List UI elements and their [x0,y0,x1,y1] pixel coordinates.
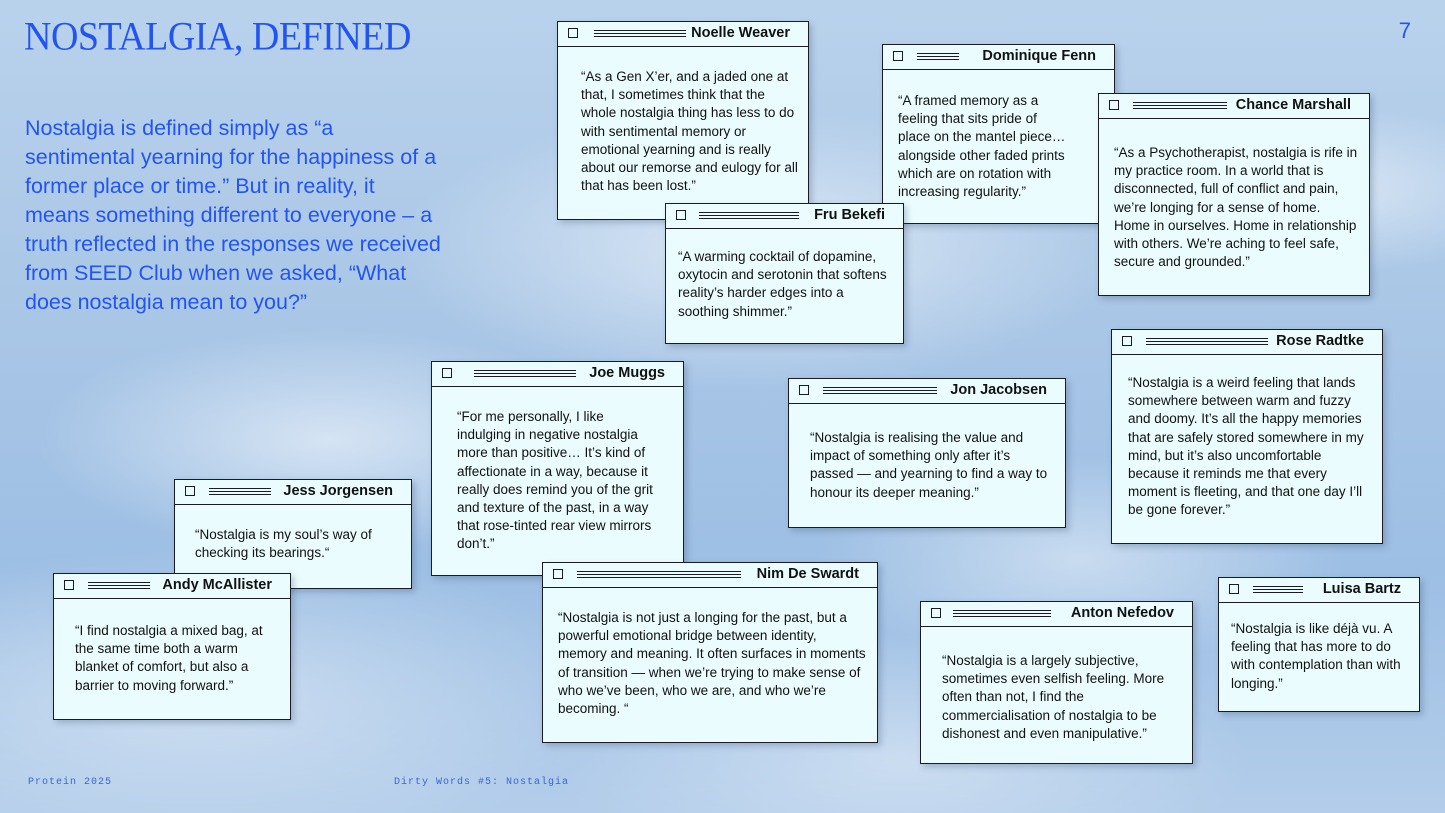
window-lines-icon [209,488,271,495]
page-number: 7 [1398,18,1411,43]
checkbox-icon[interactable] [931,608,941,618]
intro-text: Nostalgia is defined simply as “a sentimental yearning for the happiness of a former place or time.” But in reality, it means something different to everyone – a truth reflected in the responses we received from SEED Club when we asked, “What does nostalgia mean to you?” [25,116,441,314]
quote-text: “Nostalgia is a weird feeling that lands somewhere between warm and fuzzy and doomy. It’s all the happy memories that are safely stored somewhere in my mind, but it’s also uncomfortable because it reminds me that every moment is fleeting, and that one day I’ll be gone forever.” [1128,375,1364,518]
respondent-name: Andy McAllister [162,577,272,593]
card-header [175,480,411,505]
quote-text: “Nostalgia is not just a longing for the past, but a powerful emotional bridge between identity, memory and meaning. It often surfaces in moments of transition — when we’re trying to make sense of who we’ve been, who we are, and who we’re becoming. “ [558,610,866,717]
quote-card-chance-marshall [1098,93,1370,296]
quote-text: “Nostalgia is like déjà vu. A feeling that has more to do with contemplation than with longing.” [1231,621,1401,691]
quote-text: “Nostalgia is a largely subjective, sometimes even selfish feeling. More often than not, I find the commercialisation of nostalgia to be dishonest and even manipulative.” [942,653,1165,741]
quote-text: “Nostalgia is realising the value and impact of something only after it’s passed — and yearning to find a way to honour its deeper meaning.” [810,430,1048,500]
quote-text: “Nostalgia is my soul’s way of checking its bearings.“ [195,527,372,561]
quote-card-noelle-weaver [557,21,809,220]
window-lines-icon [917,53,959,60]
quote-text: “For me personally, I like indulging in negative nostalgia more than positive… It’s kind of affectionate in a way, because it really does remind you of the grit and texture of the past, in a way that rose-tinted rear view mirrors don’t.” [457,409,653,552]
respondent-name: Chance Marshall [1235,97,1351,113]
respondent-name: Fru Bekefi [814,207,885,223]
window-lines-icon [953,610,1051,617]
footer-left: Protein 2025 [28,777,113,788]
card-header [883,45,1114,70]
card-header [54,574,290,599]
checkbox-icon[interactable] [185,486,195,496]
card-header [1219,578,1419,603]
window-lines-icon [699,212,799,219]
quote-card-nim-de-swardt [542,562,878,743]
card-header [921,602,1192,627]
footer-center: Dirty Words #5: Nostalgia [394,777,570,788]
checkbox-icon[interactable] [1229,584,1239,594]
quote-text: “As a Gen X’er, and a jaded one at that, I sometimes think that the whole nostalgia thing has less to do with sentimental memory or emotional yearning and is really about our remorse and eulogy for all that has been lost.” [581,69,798,194]
window-lines-icon [823,387,937,394]
respondent-name: Jon Jacobsen [950,382,1047,398]
quote-card-fru-bekefi [665,203,904,344]
window-lines-icon [474,370,576,377]
checkbox-icon[interactable] [553,569,563,579]
respondent-name: Dominique Fenn [982,48,1096,64]
card-header [789,379,1065,404]
page-title: NOSTALGIA, DEFINED [24,15,411,60]
quote-card-joe-muggs [431,361,684,576]
quote-card-andy-mcallister [53,573,291,720]
window-lines-icon [1133,102,1227,109]
quote-text: “A warming cocktail of dopamine, oxytocin and serotonin that softens reality’s harder edges into a soothing shimmer.” [678,249,887,319]
quote-text: “I find nostalgia a mixed bag, at the same time both a warm blanket of comfort, but also a barrier to moving forward.” [75,623,263,693]
card-header [1099,94,1369,119]
card-header [558,22,808,47]
quote-card-anton-nefedov [920,601,1193,764]
checkbox-icon[interactable] [64,580,74,590]
window-lines-icon [88,582,150,589]
respondent-name: Anton Nefedov [1070,605,1174,621]
quote-card-rose-radtke [1111,329,1383,544]
respondent-name: Noelle Weaver [691,25,790,41]
card-header [1112,330,1382,355]
quote-card-dominique-fenn [882,44,1115,224]
card-header [543,563,877,588]
quote-text: “As a Psychotherapist, nostalgia is rife in my practice room. In a world that is disconnected, full of conflict and pain, we’re longing for a sense of home. Home in ourselves. Home in relationship with others. We’re aching to feel safe, secure and grounded.” [1114,145,1358,270]
card-header [666,204,903,229]
quote-text: “A framed memory as a feeling that sits pride of place on the mantel piece… alongside other faded prints which are on rotation with increasing regularity.” [898,93,1066,200]
quote-card-jon-jacobsen [788,378,1066,528]
checkbox-icon[interactable] [1109,100,1119,110]
respondent-name: Rose Radtke [1276,333,1364,349]
respondent-name: Nim De Swardt [756,566,859,582]
checkbox-icon[interactable] [893,51,903,61]
checkbox-icon[interactable] [1122,336,1132,346]
quote-card-luisa-bartz [1218,577,1420,712]
card-header [432,362,683,387]
window-lines-icon [594,30,686,37]
respondent-name: Luisa Bartz [1322,581,1401,597]
checkbox-icon[interactable] [568,28,578,38]
checkbox-icon[interactable] [799,385,809,395]
checkbox-icon[interactable] [442,368,452,378]
window-lines-icon [577,571,741,578]
window-lines-icon [1253,586,1303,593]
respondent-name: Jess Jorgensen [283,483,393,499]
window-lines-icon [1146,338,1268,345]
respondent-name: Joe Muggs [589,365,665,381]
checkbox-icon[interactable] [676,210,686,220]
